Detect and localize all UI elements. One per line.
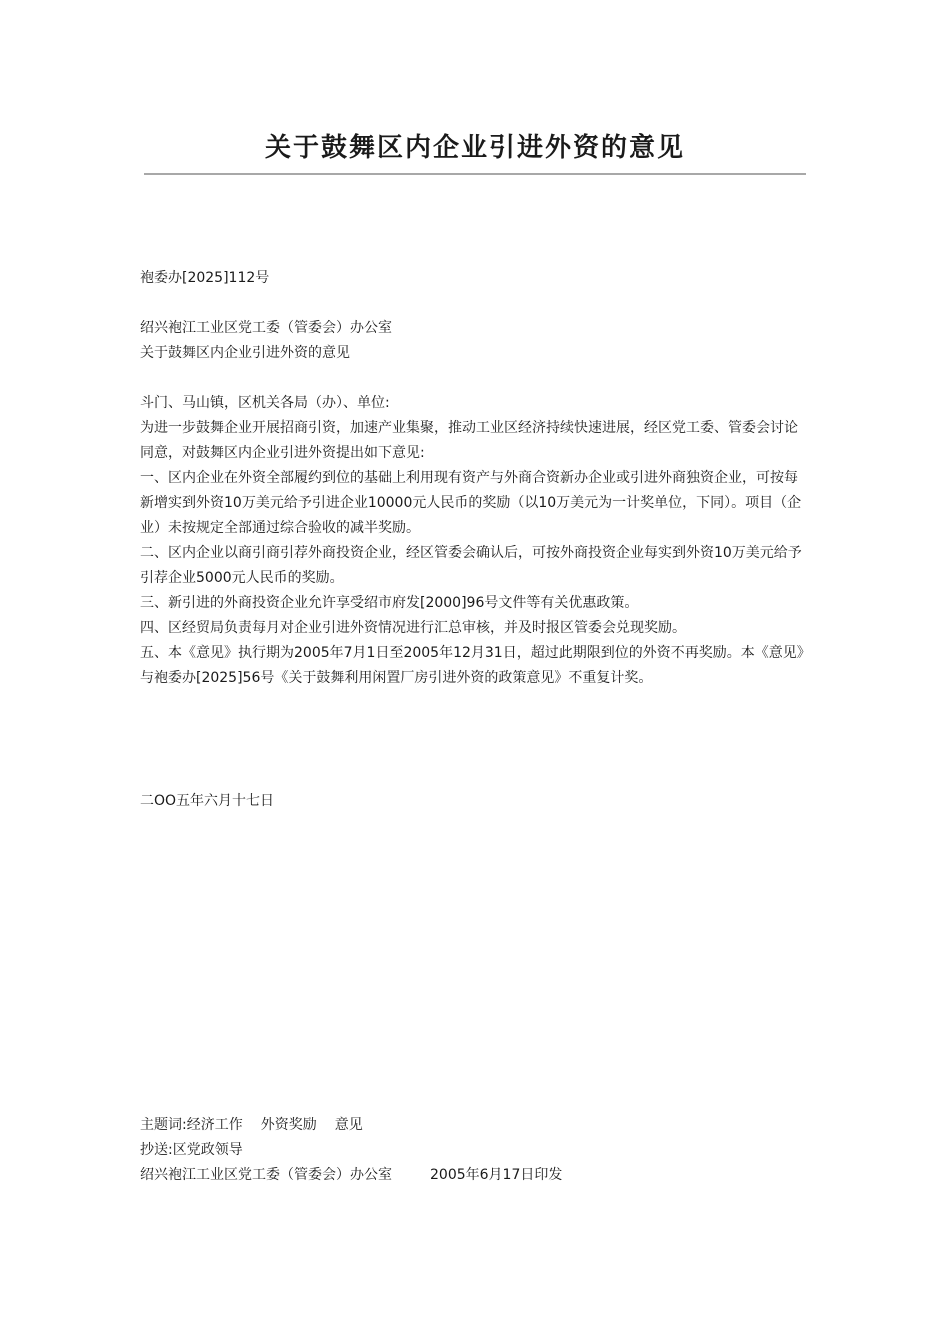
- document-number: 袍委办[2025]112号: [140, 270, 270, 286]
- title-divider: [144, 173, 806, 175]
- cc-line: [140, 1138, 808, 1163]
- issuer-name: 绍兴袍江工业区党工委（管委会）办公室: [140, 320, 392, 336]
- recipients: 斗门、马山镇，区机关各局（办）、单位:: [140, 395, 390, 411]
- keyword: 外资奖励: [260, 1117, 317, 1133]
- issue-date: 二OO五年六月十七日: [140, 793, 275, 809]
- clause-5: 五、本《意见》执行期为2005年7月1日至2005年12月31日，超过此期限到位的外资不再奖励。本《意见》与袍委办[2025]56号《关于鼓舞利用闲置厂房引进外资的政策意见》不重复计奖。: [140, 645, 804, 686]
- document-title: 关于鼓舞区内企业引进外资的意见: [264, 133, 685, 163]
- clause-1: 一、区内企业在外资全部履约到位的基础上利用现有资产与外商合资新办企业或引进外商独资企业，可按每新增实到外资10万美元给予引进企业10000元人民币的奖励（以10万美元为一计奖单位，下同）。项目（企业）未按规定全部通过综合验收的减半奖励。: [140, 470, 802, 536]
- keyword: 经济工作: [186, 1117, 243, 1133]
- cc-recipients: 区党政领导: [172, 1142, 243, 1158]
- clause-3: 三、新引进的外商投资企业允许享受绍市府发[2000]96号文件等有关优惠政策。: [140, 595, 639, 611]
- document-footer: [140, 1113, 808, 1188]
- clause-2: 二、区内企业以商引商引荐外商投资企业，经区管委会确认后，可按外商投资企业每实到外资10万美元给予引荐企业5000元人民币的奖励。: [140, 545, 802, 586]
- clause-4: 四、区经贸局负责每月对企业引进外资情况进行汇总审核，并及时报区管委会兑现奖励。: [140, 620, 686, 636]
- print-line: [140, 1163, 808, 1188]
- issuer-block: [140, 316, 808, 366]
- print-organization: 绍兴袍江工业区党工委（管委会）办公室: [140, 1167, 392, 1183]
- keywords-line: [140, 1113, 808, 1138]
- intro-paragraph: 为进一步鼓舞企业开展招商引资，加速产业集聚，推动工业区经济持续快速进展，经区党工委、管委会讨论同意，对鼓舞区内企业引进外资提出如下意见:: [140, 420, 798, 461]
- keywords-label: 主题词:: [140, 1117, 187, 1133]
- document-body: [140, 391, 808, 691]
- cc-label: 抄送:: [140, 1142, 173, 1158]
- print-date: 2005年6月17日印发: [430, 1167, 563, 1183]
- document-subject: 关于鼓舞区内企业引进外资的意见: [140, 345, 350, 361]
- keyword: 意见: [334, 1117, 363, 1133]
